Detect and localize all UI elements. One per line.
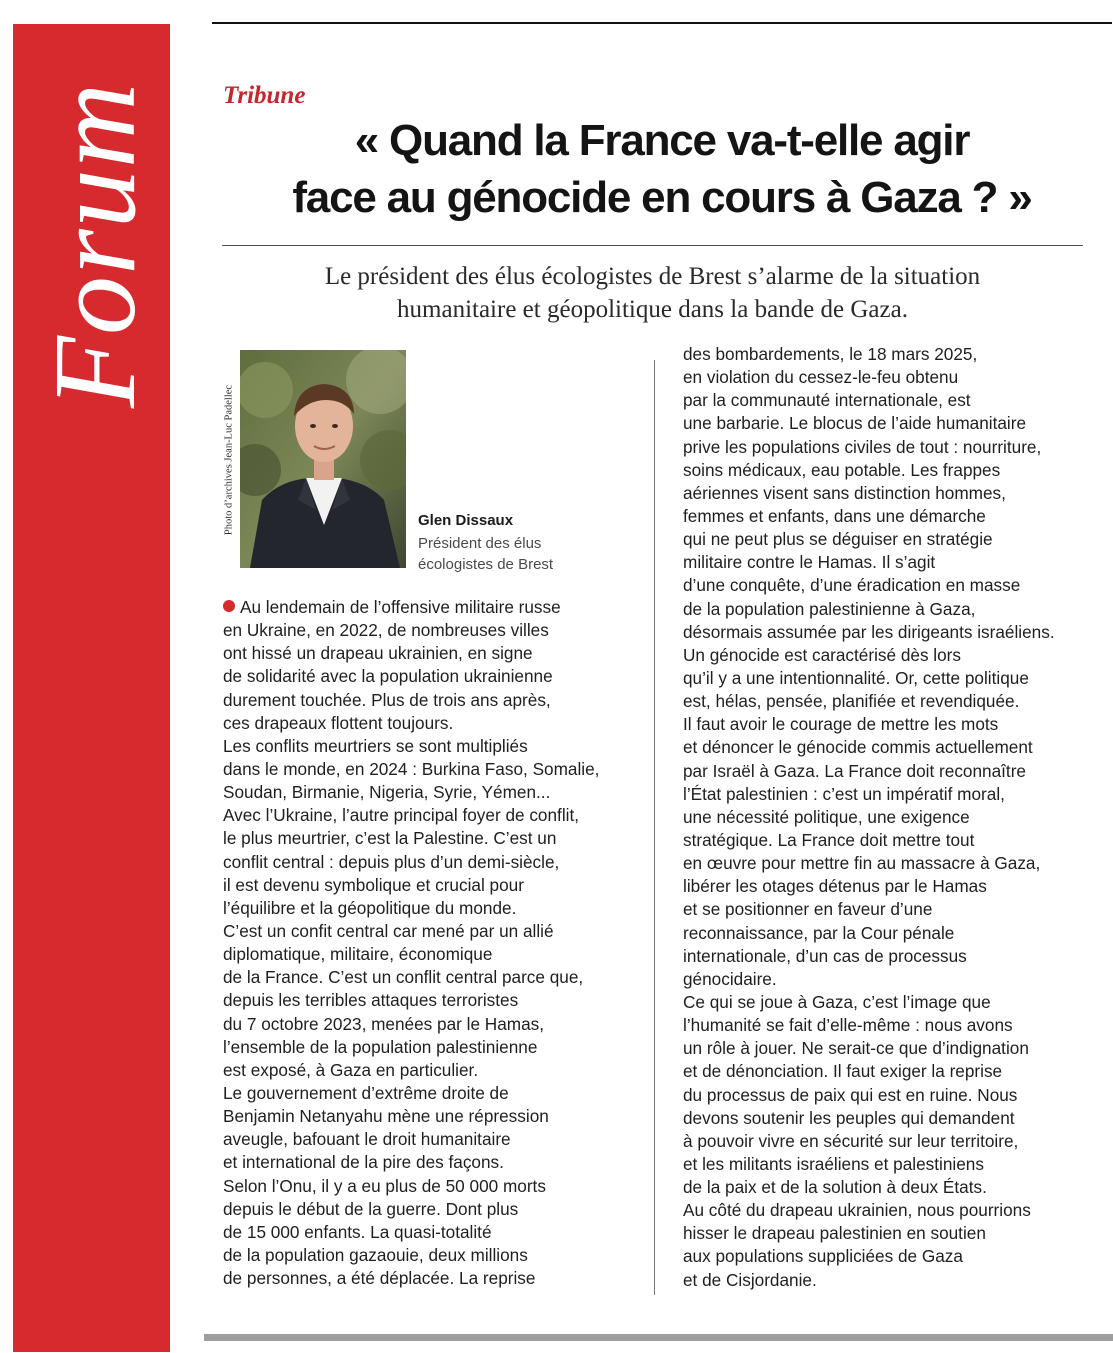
body-text-line xyxy=(223,689,599,712)
body-text-line xyxy=(683,389,1055,412)
body-text-line xyxy=(683,829,1055,852)
body-text: stratégique. La France doit mettre tout xyxy=(683,829,975,850)
body-text-line xyxy=(683,1269,1055,1292)
photo-credit: Photo d’archives Jean-Luc Padellec xyxy=(223,384,235,536)
article-column-left xyxy=(223,596,599,1290)
body-text: il est devenu symbolique et crucial pour xyxy=(223,874,524,895)
body-text: l’équilibre et la géopolitique du monde. xyxy=(223,897,517,918)
body-text-line xyxy=(223,1036,599,1059)
body-text: Avec l’Ukraine, l’autre principal foyer de conflit, xyxy=(223,805,580,826)
author-role-line: Président des élus xyxy=(418,535,542,552)
body-text: militaire contre le Hamas. Il s’agit xyxy=(683,552,936,573)
body-text: internationale, d’un cas de processus xyxy=(683,945,967,966)
standfirst-line: humanitaire et géopolitique dans la bande de Gaza. xyxy=(397,296,908,323)
body-text: le plus meurtrier, c’est la Palestine. C’est un xyxy=(223,828,557,849)
body-text-line xyxy=(683,713,1055,736)
body-text: l’humanité se fait d’elle-même : nous avons xyxy=(683,1015,1013,1036)
body-text: et de dénonciation. Il faut exiger la reprise xyxy=(683,1061,1003,1082)
body-text: soins médicaux, eau potable. Les frappes xyxy=(683,459,1001,480)
body-text-line xyxy=(223,827,599,850)
body-text-line xyxy=(683,1153,1055,1176)
standfirst xyxy=(222,260,1083,326)
body-text: libérer les otages détenus par le Hamas xyxy=(683,876,987,897)
body-text: diplomatique, militaire, économique xyxy=(223,944,493,965)
kicker: Tribune xyxy=(223,82,306,109)
body-text-line xyxy=(683,922,1055,945)
body-text: aériennes visent sans distinction hommes, xyxy=(683,482,1006,503)
body-text: reconnaissance, par la Cour pénale xyxy=(683,922,955,943)
body-text-line xyxy=(683,760,1055,783)
body-text-line xyxy=(683,1130,1055,1153)
standfirst-line: Le président des élus écologistes de Brest s’alarme de la situation xyxy=(324,263,981,290)
body-text-line xyxy=(683,366,1055,389)
body-text: durement touchée. Plus de trois ans après, xyxy=(223,689,551,710)
body-text: prive les populations civiles de tout : nourriture, xyxy=(683,436,1042,457)
body-text-line xyxy=(683,551,1055,574)
body-text-line xyxy=(683,1084,1055,1107)
body-text: depuis les terribles attaques terroristes xyxy=(223,990,519,1011)
body-text: de 15 000 enfants. La quasi-totalité xyxy=(223,1221,492,1242)
body-text-line xyxy=(683,412,1055,435)
author-name: Glen Dissaux xyxy=(418,512,514,529)
body-text-line xyxy=(223,758,599,781)
body-text-line xyxy=(683,1037,1055,1060)
headline-line: « Quand la France va-t-elle agir xyxy=(354,116,970,165)
bottom-rule xyxy=(204,1334,1113,1341)
body-text-line xyxy=(223,1151,599,1174)
body-text: de solidarité avec la population ukrainienne xyxy=(223,666,553,687)
body-text: des bombardements, le 18 mars 2025, xyxy=(683,344,978,364)
body-text: et dénoncer le génocide commis actuellement xyxy=(683,737,1033,758)
body-text: est exposé, à Gaza en particulier. xyxy=(223,1059,479,1080)
body-text: Selon l’Onu, il y a eu plus de 50 000 morts xyxy=(223,1175,546,1196)
body-text: de personnes, a été déplacée. La reprise xyxy=(223,1268,536,1289)
body-text-line xyxy=(683,436,1055,459)
body-text: de la population gazaouie, deux millions xyxy=(223,1244,528,1265)
body-text: aveugle, bafouant le droit humanitaire xyxy=(223,1129,511,1150)
body-text-line xyxy=(223,735,599,758)
body-text: un rôle à jouer. Ne serait-ce que d’indignation xyxy=(683,1038,1029,1059)
body-text-line xyxy=(223,804,599,827)
body-text-line xyxy=(683,482,1055,505)
body-text: du processus de paix qui est en ruine. Nous xyxy=(683,1084,1018,1105)
body-text-line xyxy=(223,1059,599,1082)
body-text: l’ensemble de la population palestinienne xyxy=(223,1036,538,1057)
body-text-line xyxy=(223,1198,599,1221)
body-text: devons soutenir les peuples qui demandent xyxy=(683,1107,1015,1128)
body-text-line xyxy=(223,851,599,874)
body-text-line xyxy=(683,945,1055,968)
body-text-line xyxy=(683,898,1055,921)
body-text: C’est un confit central car mené par un allié xyxy=(223,920,554,941)
body-text: et se positionner en faveur d’une xyxy=(683,899,933,920)
body-text-line xyxy=(223,1221,599,1244)
body-text: aux populations suppliciées de Gaza xyxy=(683,1246,963,1267)
article-column-right xyxy=(683,343,1055,1292)
top-rule xyxy=(212,22,1112,24)
body-text-line xyxy=(223,966,599,989)
body-text-line xyxy=(223,897,599,920)
body-text-line xyxy=(223,989,599,1012)
body-text-line xyxy=(683,1176,1055,1199)
body-text: conflit central : depuis plus d’un demi-siècle, xyxy=(223,851,560,872)
body-text: est, hélas, pensée, planifiée et revendiquée. xyxy=(683,691,1020,712)
body-text: Ce qui se joue à Gaza, c’est l’image que xyxy=(683,991,991,1012)
body-text: Au lendemain de l’offensive militaire russe xyxy=(240,597,561,617)
body-text-line xyxy=(683,1222,1055,1245)
lead-bullet-icon xyxy=(223,600,235,612)
body-text: Au côté du drapeau ukrainien, nous pourrions xyxy=(683,1200,1031,1221)
body-text-line xyxy=(223,781,599,804)
body-text: par Israël à Gaza. La France doit reconnaître xyxy=(683,760,1026,781)
body-text: ces drapeaux flottent toujours. xyxy=(223,712,454,733)
body-text-line xyxy=(683,528,1055,551)
body-text-line xyxy=(683,644,1055,667)
body-text: de la population palestinienne à Gaza, xyxy=(683,598,976,619)
author-role-line: écologistes de Brest xyxy=(418,556,554,573)
body-text-line xyxy=(683,690,1055,713)
body-text-line xyxy=(683,1199,1055,1222)
body-text-line xyxy=(223,1082,599,1105)
body-text-line xyxy=(683,736,1055,759)
author-photo xyxy=(240,350,406,568)
body-text: de la France. C’est un conflit central parce que, xyxy=(223,967,584,988)
author-role xyxy=(418,533,578,575)
body-text: Benjamin Netanyahu mène une répression xyxy=(223,1106,549,1127)
body-text-line xyxy=(683,1107,1055,1130)
body-text-line xyxy=(223,642,599,665)
body-text: dans le monde, en 2024 : Burkina Faso, Somalie, xyxy=(223,758,600,779)
body-text: et les militants israéliens et palestiniens xyxy=(683,1153,984,1174)
body-text: femmes et enfants, dans une démarche xyxy=(683,505,986,526)
body-text: en Ukraine, en 2022, de nombreuses villes xyxy=(223,620,549,641)
body-text: une barbarie. Le blocus de l’aide humanitaire xyxy=(683,413,1027,434)
body-text-line xyxy=(683,621,1055,644)
body-text-line xyxy=(223,1105,599,1128)
body-text-line xyxy=(223,1128,599,1151)
body-text-line xyxy=(223,665,599,688)
headline xyxy=(212,112,1112,226)
column-divider xyxy=(654,360,655,1295)
body-text: qu’il y a une intentionnalité. Or, cette politique xyxy=(683,667,1029,688)
body-text: Un génocide est caractérisé dès lors xyxy=(683,644,962,665)
body-text-line xyxy=(683,574,1055,597)
body-text-line xyxy=(683,968,1055,991)
body-text-line xyxy=(223,1175,599,1198)
body-text-line xyxy=(683,991,1055,1014)
body-text: une nécessité politique, une exigence xyxy=(683,806,970,827)
body-text-line xyxy=(223,943,599,966)
body-text-line xyxy=(683,1245,1055,1268)
body-text-line xyxy=(223,920,599,943)
body-text-line xyxy=(683,598,1055,621)
body-text-line xyxy=(223,596,599,619)
body-text: de la paix et de la solution à deux États. xyxy=(683,1177,987,1198)
headline-rule xyxy=(222,245,1083,246)
body-text-line xyxy=(683,852,1055,875)
body-text-line xyxy=(223,712,599,735)
body-text-line xyxy=(223,1244,599,1267)
body-text: depuis le début de la guerre. Dont plus xyxy=(223,1198,519,1219)
body-text: et international de la pire des façons. xyxy=(223,1152,504,1173)
body-text: Il faut avoir le courage de mettre les mots xyxy=(683,714,999,735)
headline-line: face au génocide en cours à Gaza ? » xyxy=(292,173,1032,222)
body-text: qui ne peut plus se déguiser en stratégie xyxy=(683,529,993,550)
body-text: par la communauté internationale, est xyxy=(683,390,971,411)
body-text: l’État palestinien : c’est un impératif moral, xyxy=(683,783,1005,804)
body-text-line xyxy=(683,783,1055,806)
body-text-line xyxy=(683,875,1055,898)
body-text: Les conflits meurtriers se sont multipliés xyxy=(223,735,528,756)
body-text: et de Cisjordanie. xyxy=(683,1269,817,1290)
body-text-line xyxy=(683,459,1055,482)
body-text: en œuvre pour mettre fin au massacre à Gaza, xyxy=(683,853,1041,874)
body-text-line xyxy=(683,1014,1055,1037)
body-text: Le gouvernement d’extrême droite de xyxy=(223,1082,509,1103)
body-text: d’une conquête, d’une éradication en masse xyxy=(683,575,1021,596)
body-text: ont hissé un drapeau ukrainien, en signe xyxy=(223,643,533,664)
body-text: hisser le drapeau palestinien en soutien xyxy=(683,1223,986,1244)
body-text-line xyxy=(683,667,1055,690)
body-text: en violation du cessez-le-feu obtenu xyxy=(683,367,959,388)
body-text-line xyxy=(683,343,1055,366)
body-text-line xyxy=(683,505,1055,528)
portrait-illustration xyxy=(240,350,406,568)
body-text-line xyxy=(223,619,599,642)
body-text: à pouvoir vivre en sécurité sur leur territoire, xyxy=(683,1130,1019,1151)
section-label: Forum xyxy=(29,81,160,409)
body-text: génocidaire. xyxy=(683,968,777,989)
body-text: Soudan, Birmanie, Nigeria, Syrie, Yémen... xyxy=(223,782,551,803)
body-text-line xyxy=(223,874,599,897)
body-text-line xyxy=(223,1267,599,1290)
body-text-line xyxy=(683,806,1055,829)
body-text-line xyxy=(683,1060,1055,1083)
body-text-line xyxy=(223,1013,599,1036)
body-text: désormais assumée par les dirigeants israéliens. xyxy=(683,621,1055,642)
body-text: du 7 octobre 2023, menées par le Hamas, xyxy=(223,1013,545,1034)
